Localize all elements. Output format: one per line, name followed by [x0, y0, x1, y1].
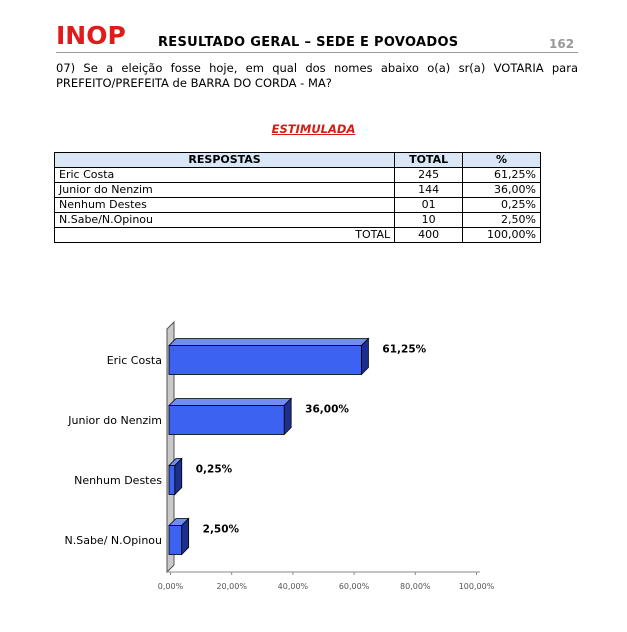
x-tick-label: 40,00%: [277, 582, 309, 591]
x-tick-label: 80,00%: [400, 582, 431, 591]
header-respostas: RESPOSTAS: [55, 153, 395, 168]
header-percent: %: [463, 153, 541, 168]
bar: [169, 346, 361, 375]
page-number: 162: [549, 37, 575, 51]
row-label: Junior do Nenzim: [55, 183, 395, 198]
row-percent: 36,00%: [463, 183, 541, 198]
x-tick-label: 0,00%: [157, 582, 184, 591]
x-tick-label: 60,00%: [338, 582, 370, 591]
row-total: 10: [395, 213, 463, 228]
category-label: Eric Costa: [106, 354, 162, 367]
bar-top: [169, 399, 291, 406]
row-percent: 0,25%: [463, 198, 541, 213]
total-label: TOTAL: [55, 228, 395, 243]
row-label: Nenhum Destes: [55, 198, 395, 213]
header-total: TOTAL: [395, 153, 463, 168]
value-label: 36,00%: [305, 403, 349, 416]
bar-side: [182, 519, 189, 555]
row-percent: 61,25%: [463, 168, 541, 183]
total-percent: 100,00%: [463, 228, 541, 243]
row-percent: 2,50%: [463, 213, 541, 228]
section-title: ESTIMULADA: [271, 122, 356, 136]
bar: [169, 466, 175, 495]
question-text: 07) Se a eleição fosse hoje, em qual dos nomes abaixo o(a) sr(a) VOTARIA para PREFEITO/PREFEITA de BARRA DO CORDA - MA?: [56, 61, 578, 90]
x-tick-label: 20,00%: [216, 582, 247, 591]
category-label: Nenhum Destes: [74, 474, 162, 487]
row-total: 245: [395, 168, 463, 183]
report-title: RESULTADO GERAL – SEDE E POVOADOS: [158, 35, 459, 50]
value-label: 2,50%: [202, 523, 240, 536]
bar-side: [361, 339, 368, 375]
row-label: Eric Costa: [55, 168, 395, 183]
total-count: 400: [395, 228, 463, 243]
bar-top: [169, 339, 368, 346]
inop-logo: INOP: [56, 21, 126, 50]
x-tick-label: 100,00%: [458, 582, 495, 591]
bar-side: [284, 399, 291, 435]
bar-side: [175, 459, 182, 495]
bar: [169, 526, 182, 555]
row-total: 01: [395, 198, 463, 213]
category-label: Junior do Nenzim: [68, 414, 162, 427]
row-label: N.Sabe/N.Opinou: [55, 213, 395, 228]
value-label: 0,25%: [195, 463, 233, 476]
bar: [169, 406, 284, 435]
row-total: 144: [395, 183, 463, 198]
category-label: N.Sabe/ N.Opinou: [64, 534, 162, 547]
value-label: 61,25%: [382, 343, 427, 356]
